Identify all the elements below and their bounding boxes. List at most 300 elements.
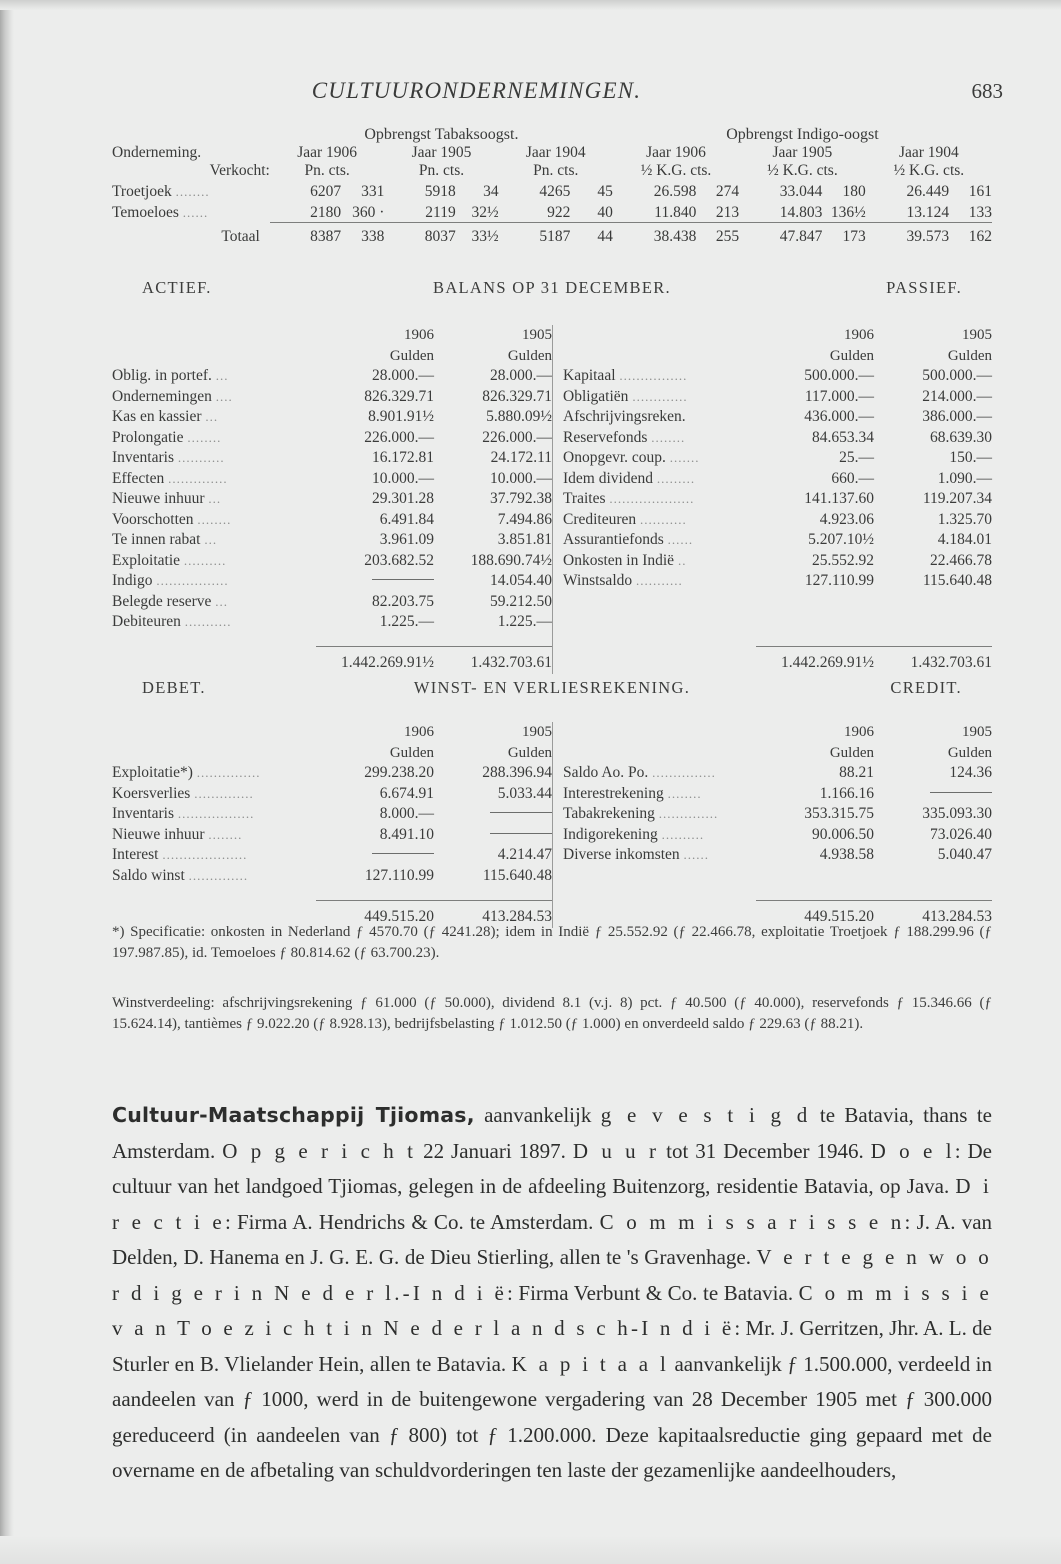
row-label: Exploitatie bbox=[112, 551, 181, 569]
balans-table bbox=[112, 325, 992, 674]
cell: 8037 bbox=[384, 223, 455, 247]
harvest-group-header-row bbox=[112, 126, 992, 144]
winst-heading-title: WINST- EN VERLIESREKENING. bbox=[413, 678, 691, 697]
table-row bbox=[112, 180, 992, 201]
cell: 34 bbox=[483, 183, 499, 200]
company-name: Cultuur-Maatschappij Tjiomas, bbox=[112, 1103, 475, 1127]
table-row bbox=[563, 825, 992, 846]
dot-leader: ........ bbox=[667, 785, 702, 801]
total-1905: 1.432.703.61 bbox=[874, 647, 992, 674]
cell: 11.840 bbox=[654, 204, 697, 221]
value-1905: 214.000.— bbox=[922, 387, 992, 405]
value-1906: 4.938.58 bbox=[819, 846, 874, 863]
table-row bbox=[112, 804, 552, 825]
value-1906: 127.110.99 bbox=[364, 866, 434, 884]
value-1905: 1.225.— bbox=[497, 613, 552, 630]
row-label: Reservefonds bbox=[563, 428, 648, 446]
table-row bbox=[563, 469, 992, 490]
value-1906: 141.137.60 bbox=[804, 490, 874, 507]
winst-verlies-table bbox=[112, 722, 992, 928]
row-label: Voorschotten bbox=[112, 510, 194, 528]
value-1905: 7.494.86 bbox=[497, 510, 552, 528]
harvest-year-header-row bbox=[112, 144, 992, 162]
year-header: 1905 bbox=[962, 327, 992, 343]
row-label: Indigo bbox=[112, 572, 153, 589]
value-1905: 1.090.— bbox=[937, 469, 992, 487]
table-row bbox=[112, 407, 552, 428]
table-row bbox=[112, 763, 552, 784]
currency-header: Gulden bbox=[947, 347, 992, 364]
total-1905: 413.284.53 bbox=[434, 900, 552, 927]
dot-leader: ...... bbox=[182, 205, 209, 221]
cell: 40 bbox=[597, 204, 613, 221]
currency-header: Gulden bbox=[389, 744, 434, 761]
cell: 6207 bbox=[310, 183, 342, 200]
cell: 39.573 bbox=[866, 223, 949, 247]
row-label: Idem dividend bbox=[563, 469, 653, 487]
currency-header: Gulden bbox=[507, 744, 552, 761]
table-row bbox=[112, 489, 552, 510]
value-1905: 1.325.70 bbox=[937, 510, 992, 528]
row-label: Crediteuren bbox=[563, 510, 637, 528]
table-row bbox=[563, 804, 992, 825]
dot-leader: .. bbox=[677, 552, 687, 568]
entry-spaced-opgericht: O p g e r i c h t bbox=[222, 1138, 417, 1163]
unit-header-5: ½ K.G. cts. bbox=[893, 162, 965, 179]
value-1906: 16.172.81 bbox=[372, 449, 434, 466]
entry-text-5: : De cultuur van het landgoed Tjiomas, gelegen in de afdeeling Buitenzorg, residentie Batavia, op Java. bbox=[112, 1138, 993, 1198]
spacer-row bbox=[112, 633, 552, 647]
year-header: 1906 bbox=[404, 327, 434, 343]
dot-leader: .......... bbox=[183, 552, 227, 568]
row-label: Ondernemingen bbox=[112, 387, 212, 405]
dot-leader: .................. bbox=[177, 806, 255, 821]
value-1905: 5.040.47 bbox=[937, 846, 992, 863]
value-1905: 150.— bbox=[949, 449, 992, 466]
dot-leader: .................... bbox=[162, 847, 248, 862]
company-entry bbox=[112, 1098, 992, 1489]
value-1905 bbox=[434, 804, 552, 825]
row-label: Onkosten in Indië bbox=[563, 551, 675, 569]
winst-heading-credit: CREDIT. bbox=[890, 678, 962, 697]
dot-leader: ................. bbox=[156, 573, 229, 588]
winst-credit-pane bbox=[552, 722, 992, 928]
spacer-row bbox=[563, 592, 992, 633]
row-label: Oblig. in portef. bbox=[112, 367, 212, 384]
dot-leader: ........ bbox=[208, 826, 243, 842]
page-number: 683 bbox=[971, 79, 1003, 103]
spacer-row bbox=[563, 887, 992, 901]
value-1906: 90.006.50 bbox=[812, 825, 874, 843]
balans-actief-year-row bbox=[112, 325, 552, 346]
value-1905: 226.000.— bbox=[482, 428, 552, 446]
value-1906: 6.674.91 bbox=[379, 784, 434, 802]
credit-currency-row bbox=[563, 743, 992, 764]
row-label: Diverse inkomsten bbox=[563, 846, 680, 863]
table-row bbox=[112, 866, 552, 887]
table-row bbox=[563, 428, 992, 449]
value-1906: 8.901.91½ bbox=[368, 408, 434, 425]
cell: 14.803 bbox=[779, 204, 823, 221]
cell: 38.438 bbox=[613, 223, 696, 247]
row-label: Exploitatie*) bbox=[112, 764, 193, 781]
company-entry-paragraph bbox=[112, 1098, 992, 1489]
table-row bbox=[563, 845, 992, 866]
table-row bbox=[112, 825, 552, 846]
row-label: Onopgevr. coup. bbox=[563, 449, 666, 466]
entry-spaced-vertegenwoordiger: V e r t e g e n w o o r d i g e r i n N e d e r l.-I n d i ë bbox=[112, 1245, 992, 1305]
cell: 4265 bbox=[539, 183, 571, 200]
cell: 32½ bbox=[471, 204, 499, 221]
cell: 13.124 bbox=[906, 204, 950, 221]
dot-leader: ............. bbox=[632, 388, 688, 404]
table-row bbox=[563, 551, 992, 572]
dot-leader: ........... bbox=[636, 573, 683, 588]
unit-header-2: Pn. cts. bbox=[533, 162, 579, 179]
year-header-3: Jaar 1906 bbox=[646, 144, 706, 161]
row-label: Kas en kassier bbox=[112, 408, 202, 425]
row-label: Belegde reserve bbox=[112, 592, 212, 610]
value-1905: 24.172.11 bbox=[490, 449, 552, 466]
empty-dash bbox=[490, 833, 552, 834]
cell: 161 bbox=[968, 183, 992, 200]
currency-header: Gulden bbox=[947, 744, 992, 761]
row-label: Interest bbox=[112, 846, 159, 863]
value-1906: 8.000.— bbox=[379, 805, 434, 822]
value-1906: 82.203.75 bbox=[372, 592, 434, 610]
dot-leader: ... bbox=[215, 593, 229, 609]
balans-heading bbox=[112, 278, 992, 298]
value-1905: 37.792.38 bbox=[490, 490, 552, 507]
balans-passief-currency-row bbox=[563, 346, 992, 367]
value-1906 bbox=[316, 845, 434, 866]
value-1905: 59.212.50 bbox=[490, 592, 552, 610]
currency-header: Gulden bbox=[829, 347, 874, 364]
row-label: Saldo Ao. Po. bbox=[563, 764, 649, 781]
year-header: 1906 bbox=[844, 724, 874, 740]
row-label: Inventaris bbox=[112, 805, 174, 822]
cell: 2180 bbox=[310, 204, 342, 221]
dot-leader: .......... bbox=[661, 826, 705, 842]
value-1905: 288.396.94 bbox=[482, 764, 552, 781]
year-header-4: Jaar 1905 bbox=[772, 144, 833, 161]
value-1906: 84.653.34 bbox=[812, 428, 874, 446]
cell: 47.847 bbox=[739, 223, 822, 247]
entry-text-2: te Batavia, thans te Amsterdam. bbox=[112, 1103, 992, 1163]
cell: 26.449 bbox=[906, 183, 950, 200]
dot-leader: ................ bbox=[619, 368, 688, 383]
dot-leader: ... bbox=[205, 409, 219, 424]
total-1906: 1.442.269.91½ bbox=[316, 647, 434, 674]
balans-heading-title: BALANS OP 31 DECEMBER. bbox=[433, 278, 671, 297]
cell: 44 bbox=[570, 223, 613, 247]
dot-leader: ........ bbox=[187, 429, 222, 445]
harvest-total-row bbox=[112, 223, 992, 247]
value-1906: 1.166.16 bbox=[819, 784, 874, 802]
scan-edge-bottom bbox=[0, 1536, 1061, 1564]
currency-header: Gulden bbox=[829, 744, 874, 761]
cell: 173 bbox=[822, 223, 865, 247]
table-row bbox=[563, 510, 992, 531]
value-1906: 1.225.— bbox=[379, 613, 434, 630]
row-label: Tabakrekening bbox=[563, 805, 655, 822]
dot-leader: .............. bbox=[194, 785, 254, 801]
value-1905: 124.36 bbox=[949, 764, 992, 781]
currency-header: Gulden bbox=[507, 347, 552, 364]
row-label: Assurantiefonds bbox=[563, 531, 664, 548]
total-1905: 413.284.53 bbox=[874, 901, 992, 928]
table-row bbox=[112, 592, 552, 613]
table-row bbox=[112, 366, 552, 387]
value-1905: 28.000.— bbox=[490, 367, 552, 384]
value-1906: 203.682.52 bbox=[364, 551, 434, 569]
table-row bbox=[112, 551, 552, 572]
year-header-0: Jaar 1906 bbox=[297, 144, 358, 161]
empty-dash bbox=[372, 853, 434, 854]
dot-leader: ... bbox=[215, 368, 229, 383]
row-label: Indigorekening bbox=[563, 825, 658, 843]
value-1906: 117.000.— bbox=[804, 387, 874, 405]
row-label: Traites bbox=[563, 490, 606, 507]
total-1906: 1.442.269.91½ bbox=[756, 647, 874, 674]
value-1906: 826.329.71 bbox=[364, 387, 434, 405]
spacer-row bbox=[112, 886, 552, 900]
column-label-verkocht: Verkocht: bbox=[209, 162, 270, 179]
year-header: 1905 bbox=[962, 724, 992, 740]
value-1905: 500.000.— bbox=[922, 367, 992, 384]
value-1906: 436.000.— bbox=[804, 408, 874, 425]
cell: 922 bbox=[547, 204, 571, 221]
value-1906: 25.— bbox=[839, 449, 874, 466]
dot-leader: ............... bbox=[196, 765, 261, 780]
empty-dash bbox=[930, 792, 992, 793]
value-1905: 335.093.30 bbox=[922, 805, 992, 822]
dot-leader: .............. bbox=[658, 806, 719, 821]
cell: 338 bbox=[341, 223, 384, 247]
table-row bbox=[112, 784, 552, 805]
value-1905: 115.640.48 bbox=[482, 866, 552, 884]
dot-leader: .............. bbox=[188, 867, 249, 883]
footnote-specificatie: *) Specificatie: onkosten in Nederland ƒ 4570.70 (ƒ 4241.28); idem in Indië ƒ 25.552.92 (ƒ 22.466.78, exploitatie Troetjoek ƒ 188.299.96 (ƒ 197.987.85), id. Temoeloes ƒ 80.814.62 (ƒ 63.700.23). bbox=[112, 924, 992, 961]
value-1905: 386.000.— bbox=[922, 408, 992, 425]
year-header: 1905 bbox=[522, 327, 552, 343]
total-label: Totaal bbox=[221, 227, 260, 245]
dot-leader: .... bbox=[215, 388, 233, 404]
cell: 2119 bbox=[425, 204, 456, 221]
total-1906: 449.515.20 bbox=[756, 901, 874, 928]
credit-year-row bbox=[563, 722, 992, 743]
dot-leader: ............... bbox=[652, 765, 716, 780]
value-1905: 119.207.34 bbox=[922, 490, 992, 507]
estate-name: Troetjoek bbox=[112, 183, 172, 200]
value-1905: 22.466.78 bbox=[930, 551, 992, 569]
group-header-tobacco: Opbrengst Tabaksoogst. bbox=[364, 126, 519, 143]
row-label: Kapitaal bbox=[563, 367, 616, 384]
value-1906 bbox=[316, 571, 434, 592]
scan-edge-top bbox=[0, 0, 1061, 10]
value-1905: 4.214.47 bbox=[497, 846, 552, 863]
cell: 360 · bbox=[352, 204, 385, 221]
value-1906: 3.961.09 bbox=[379, 531, 434, 548]
entry-spaced-kapitaal: K a p i t a a l bbox=[511, 1351, 670, 1376]
dot-leader: ........... bbox=[184, 614, 232, 629]
balans-actief-pane bbox=[112, 325, 552, 674]
debet-year-row bbox=[112, 722, 552, 743]
entry-spaced-doel: D o e l bbox=[870, 1138, 955, 1163]
value-1905: 68.639.30 bbox=[930, 428, 992, 446]
row-label: Koersverlies bbox=[112, 784, 191, 802]
dot-leader: ... bbox=[208, 491, 222, 506]
harvest-yield-table bbox=[112, 126, 992, 246]
cell: 162 bbox=[949, 223, 992, 247]
row-label: Saldo winst bbox=[112, 866, 185, 884]
cell: 33½ bbox=[456, 223, 499, 247]
row-label: Prolongatie bbox=[112, 428, 184, 446]
balans-passief-year-row bbox=[563, 325, 992, 346]
table-row bbox=[112, 201, 992, 223]
value-1906: 25.552.92 bbox=[812, 551, 874, 569]
value-1905: 188.690.74½ bbox=[470, 551, 552, 569]
table-row bbox=[112, 469, 552, 490]
table-row bbox=[112, 845, 552, 866]
cell: 33.044 bbox=[779, 183, 823, 200]
row-label: Afschrijvingsreken. bbox=[563, 408, 686, 425]
dot-leader: ........ bbox=[651, 429, 686, 445]
row-label: Interestrekening bbox=[563, 784, 664, 802]
running-head-title: CULTUURONDERNEMINGEN. bbox=[311, 78, 642, 103]
entry-text-9: : Mr. J. Gerritzen, Jhr. A. L. de Sturler en B. Vlielander Hein, allen te Batavia. bbox=[112, 1316, 992, 1376]
year-header-1: Jaar 1905 bbox=[411, 144, 472, 161]
table-row bbox=[563, 530, 992, 551]
entry-spaced-commissarissen: C o m m i s s a r i s s e n bbox=[599, 1209, 905, 1234]
dot-leader: .............. bbox=[168, 470, 228, 486]
row-label: Te innen rabat bbox=[112, 531, 201, 548]
entry-text-4: tot 31 December 1946. bbox=[659, 1138, 871, 1163]
value-1906: 28.000.— bbox=[372, 367, 434, 384]
running-head bbox=[0, 78, 1061, 104]
value-1905 bbox=[434, 825, 552, 846]
value-1906: 5.207.10½ bbox=[808, 531, 874, 548]
entry-text-8: : Firma Verbunt & Co. te Batavia. bbox=[507, 1280, 799, 1305]
unit-header-3: ½ K.G. cts. bbox=[640, 162, 712, 179]
balans-actief-currency-row bbox=[112, 346, 552, 367]
dot-leader: ...... bbox=[683, 847, 710, 862]
dot-leader: ...... bbox=[667, 532, 694, 547]
value-1905: 5.880.09½ bbox=[486, 408, 552, 425]
table-row bbox=[112, 387, 552, 408]
cell: 26.598 bbox=[653, 183, 697, 200]
value-1906: 660.— bbox=[831, 469, 874, 487]
row-label: Debiteuren bbox=[112, 613, 181, 630]
value-1906: 10.000.— bbox=[372, 469, 434, 487]
dot-leader: ... bbox=[204, 532, 218, 547]
year-header: 1906 bbox=[844, 327, 874, 343]
table-row bbox=[112, 510, 552, 531]
spacer-row bbox=[563, 866, 992, 887]
value-1906: 299.238.20 bbox=[364, 764, 434, 781]
year-header: 1906 bbox=[404, 724, 434, 740]
table-row bbox=[563, 387, 992, 408]
row-label: Nieuwe inhuur bbox=[112, 825, 205, 843]
year-header-5: Jaar 1904 bbox=[898, 144, 959, 161]
balans-actief-total-row bbox=[112, 647, 552, 674]
table-row bbox=[112, 530, 552, 551]
balans-passief-pane bbox=[552, 325, 992, 674]
table-row bbox=[563, 366, 992, 387]
table-row bbox=[563, 407, 992, 428]
value-1905: 4.184.01 bbox=[937, 531, 992, 548]
value-1906: 127.110.99 bbox=[804, 572, 874, 589]
cell: 180 bbox=[842, 183, 866, 200]
table-row bbox=[563, 763, 992, 784]
harvest-unit-header-row bbox=[112, 162, 992, 180]
table-row bbox=[563, 489, 992, 510]
value-1906: 8.491.10 bbox=[379, 825, 434, 843]
cell: 331 bbox=[361, 183, 385, 200]
value-1905 bbox=[874, 784, 992, 805]
value-1905: 10.000.— bbox=[490, 469, 552, 487]
row-label: Effecten bbox=[112, 469, 165, 487]
value-1905: 826.329.71 bbox=[482, 387, 552, 405]
entry-text-10: aanvankelijk ƒ 1.500.000, verdeeld in aandeelen van ƒ 1000, werd in de buitengewone vergadering van 28 December 1905 met ƒ 300.000 gereduceerd (in aandeelen van ƒ 800) tot ƒ 1.200.000. Deze kapitaalsreductie ging gepaard met de overname en de afbetaling van schuldvorderingen ten laste der gezamenlijke aandeelhouders, bbox=[112, 1351, 992, 1482]
cell: 5187 bbox=[499, 223, 571, 247]
year-header: 1905 bbox=[522, 724, 552, 740]
entry-spaced-gevestigd: g e v e s t i g d bbox=[600, 1103, 811, 1127]
dot-leader: ........ bbox=[197, 511, 232, 527]
group-header-indigo: Opbrengst Indigo-oogst bbox=[726, 126, 879, 143]
unit-header-4: ½ K.G. cts. bbox=[767, 162, 838, 179]
value-1906: 226.000.— bbox=[364, 428, 434, 446]
row-label: Winstsaldo bbox=[563, 572, 633, 589]
entry-text-6: : Firma A. Hendrichs & Co. te Amsterdam. bbox=[224, 1209, 600, 1234]
dot-leader: ........... bbox=[177, 450, 225, 465]
entry-text bbox=[475, 1103, 484, 1127]
empty-dash bbox=[372, 579, 434, 580]
estate-name: Temoeloes bbox=[112, 204, 179, 222]
table-row bbox=[112, 571, 552, 592]
row-label: Nieuwe inhuur bbox=[112, 490, 205, 507]
balans-heading-passief: PASSIEF. bbox=[886, 278, 962, 297]
cell: 133 bbox=[968, 204, 992, 221]
cell: 213 bbox=[715, 204, 740, 221]
value-1906: 500.000.— bbox=[804, 367, 874, 384]
table-row bbox=[563, 448, 992, 469]
cell: 5918 bbox=[424, 183, 456, 200]
cell: 8387 bbox=[270, 223, 341, 247]
value-1905: 73.026.40 bbox=[930, 825, 992, 843]
table-row bbox=[112, 428, 552, 449]
scan-edge-left bbox=[0, 0, 14, 1564]
balans-heading-actief: ACTIEF. bbox=[142, 278, 212, 297]
entry-text-7: : J. A. van Delden, D. Hanema en J. G. E. G. de Dieu Stierling, allen te 's Gravenhage. bbox=[112, 1209, 993, 1269]
cell: 45 bbox=[597, 183, 613, 200]
row-label: Inventaris bbox=[112, 449, 174, 466]
entry-text-3: 22 Januari 1897. bbox=[416, 1138, 573, 1163]
table-row bbox=[563, 784, 992, 805]
dot-leader: .................... bbox=[609, 491, 695, 506]
value-1906: 29.301.28 bbox=[372, 490, 434, 507]
value-1905: 14.054.40 bbox=[490, 572, 552, 589]
table-row bbox=[563, 571, 992, 592]
unit-header-0: Pn. cts. bbox=[304, 162, 350, 179]
empty-dash bbox=[490, 812, 552, 813]
entry-text-1: aanvankelijk bbox=[484, 1103, 601, 1127]
winst-heading-debet: DEBET. bbox=[142, 678, 206, 697]
total-1905: 1.432.703.61 bbox=[434, 647, 552, 674]
dot-leader: ....... bbox=[669, 450, 700, 465]
table-row bbox=[112, 448, 552, 469]
year-header-2: Jaar 1904 bbox=[525, 144, 586, 161]
